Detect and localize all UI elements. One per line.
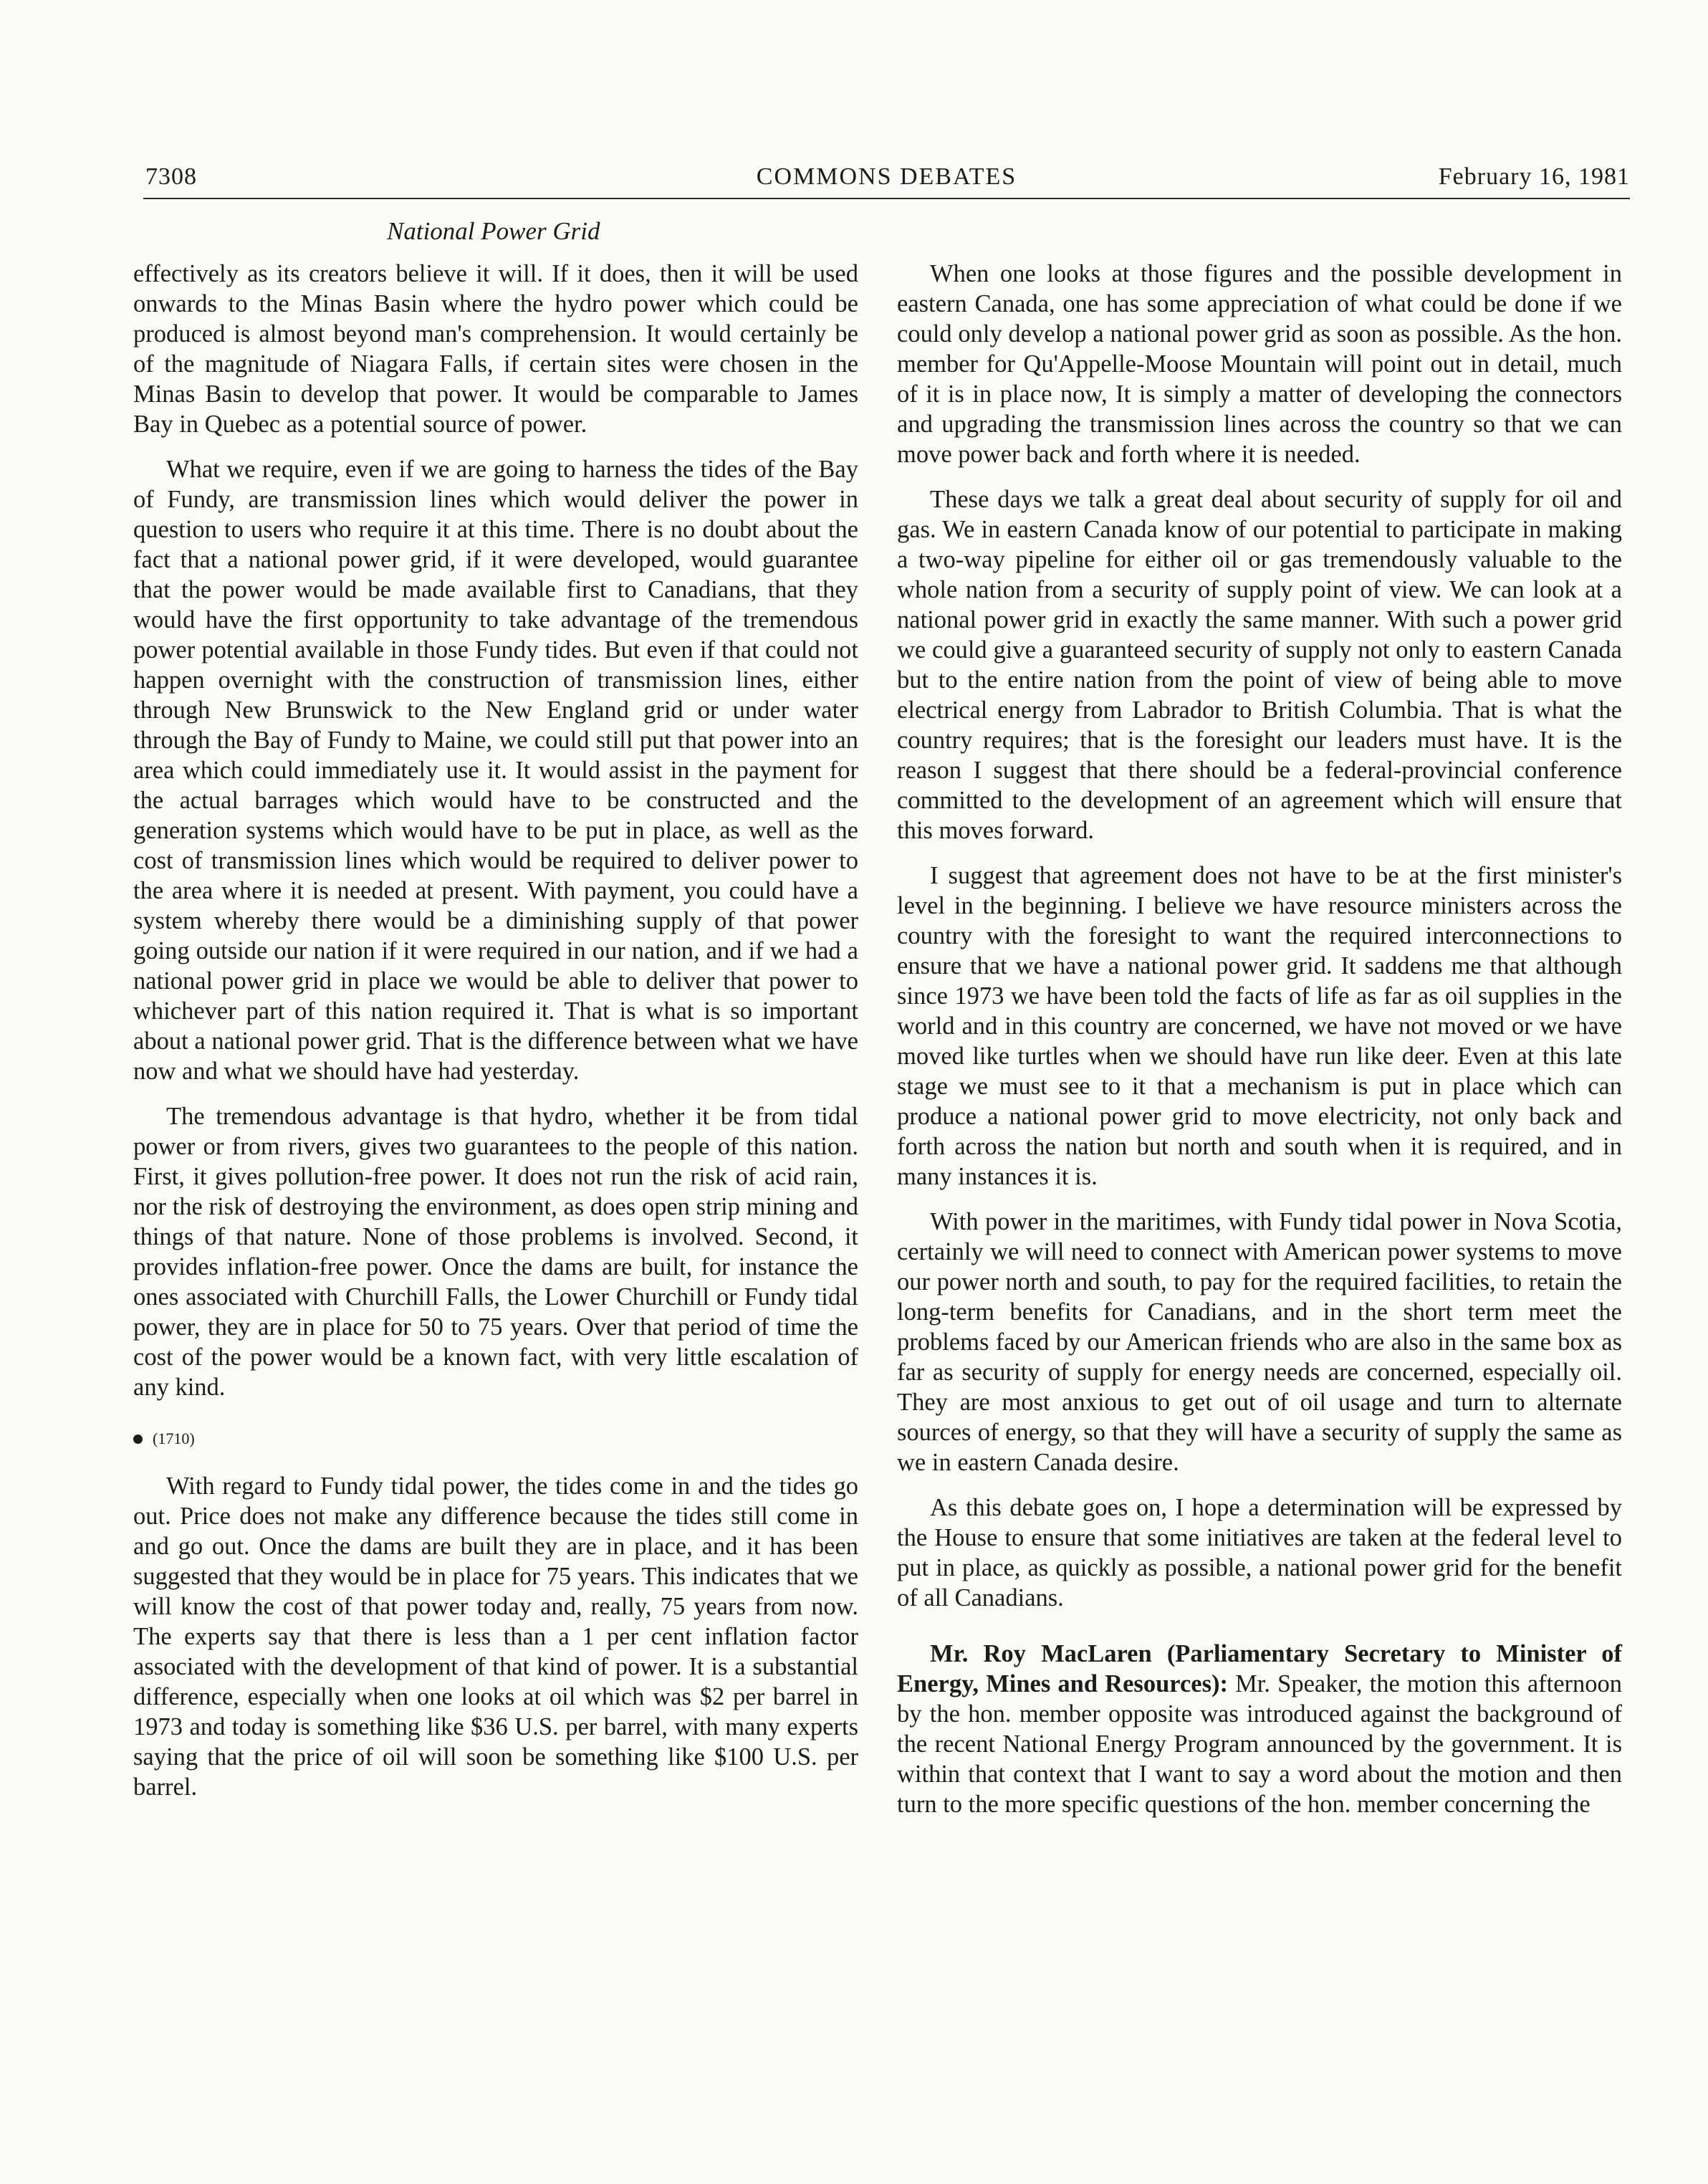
paragraph: What we require, even if we are going to harness the tides of the Bay of Fundy, are transmission lines which would deliver the power in question to users who require it at this time. There is no doubt about the fact that a national power grid, if it were developed, would guarantee that the power would be made available first to Canadians, that they would have the first opportunity to take advantage of the tremendous power potential available in those Fundy tides. But even if that could not happen overnight with the construction of transmission lines, either through New Brunswick to the New England grid or under water through the Bay of Fundy to Maine, we could still put that power into an area which could immediately use it. It would assist in the payment for the actual barrages which would have to be constructed and the generation systems which would have to be put in place, as well as the cost of transmission lines which would be required to deliver power to the area where it is needed at present. With payment, you could have a system whereby there would be a diminishing supply of that power going outside our nation if it were required in our nation, and if we had a national power grid in place we would be able to deliver that power to whichever part of this nation required it. That is what is so important about a national power grid. That is the difference between what we have now and what we should have had yesterday. — [133, 456, 858, 1085]
publication-title: COMMONS DEBATES — [756, 163, 1017, 190]
paragraph: effectively as its creators believe it will. If it does, then it will be used onwards to the Minas Basin where the hydro power which could be produced is almost beyond man's comprehension. It would certainly be of the magnitude of Niagara Falls, if certain sites were chosen in the Minas Basin to develop that power. It would be comparable to James Bay in Quebec as a potential source of power. — [133, 260, 858, 438]
page-number: 7308 — [145, 163, 197, 190]
paragraph: I suggest that agreement does not have to be at the first minister's level in the beginning. I believe we have resource ministers across the country with the foresight to want the required interconnections to ensure that we have a national power grid. It saddens me that although since 1973 we have been told the facts of life as far as oil supplies in the world and in this country are concerned, we have not moved or we have moved like turtles when we should have run like deer. Even at this late stage we must see to it that a mechanism is put in place which can produce a national power grid to move electricity, not only back and forth across the nation but north and south when it is required, and in many instances it is. — [897, 862, 1622, 1190]
paragraph: The tremendous advantage is that hydro, whether it be from tidal power or from rivers, gives two guarantees to the people of this nation. First, it gives pollution-free power. It does not run the risk of acid rain, nor the risk of destroying the environment, as does open strip mining and things of that nature. None of those problems is involved. Second, it provides inflation-free power. Once the dams are built, for instance the ones associated with Churchill Falls, the Lower Churchill or Fundy tidal power, they are in place for 50 to 75 years. Over that period of time the cost of the power would be a known fact, with very little escalation of any kind. — [133, 1103, 858, 1401]
paragraph: These days we talk a great deal about security of supply for oil and gas. We in eastern Canada know of our potential to participate in making a two-way pipeline for either oil or gas tremendously valuable to the whole nation from a security of supply point of view. We can look at a national power grid in exactly the same manner. With such a power grid we could give a guaranteed security of supply not only to eastern Canada but to the entire nation from the point of view of being able to move electrical energy from Labrador to British Columbia. That is what the country requires; that is the foresight our leaders must have. It is the reason I suggest that there should be a federal-provincial conference committed to the development of an agreement which will ensure that this moves forward. — [897, 486, 1622, 844]
paragraph: When one looks at those figures and the possible development in eastern Canada, one has some appreciation of what could be done if we could only develop a national power grid as soon as possible. As the hon. member for Qu'Appelle-Moose Mountain will point out in detail, much of it is in place now, It is simply a matter of developing the connectors and upgrading the transmission lines across the country so that we can move power back and forth where it is needed. — [897, 260, 1622, 468]
speech-text: Mr. Speaker, the motion this afternoon by the hon. member opposite was introduced against the background of the recent National Energy Program announced by the government. It is within that context that I want to say a word about the motion and then turn to the more specific questions of the hon. member concerning the — [897, 1670, 1623, 1818]
subject-heading: National Power Grid — [387, 217, 600, 245]
publication-date: February 16, 1981 — [1438, 163, 1630, 190]
speaker-paragraph — [897, 1639, 1622, 1819]
paragraph: As this debate goes on, I hope a determination will be expressed by the House to ensure that some initiatives are taken at the federal level to put in place, as quickly as possible, a national power grid for the benefit of all Canadians. — [897, 1494, 1622, 1611]
page-header — [143, 163, 1630, 199]
speaker-name: Mr. Roy MacLaren (Parliamentary Secretary to Minister of Energy, Mines and Resources): — [897, 1640, 1622, 1697]
bullet-icon — [133, 1435, 143, 1444]
paragraph: With power in the maritimes, with Fundy tidal power in Nova Scotia, certainly we will need to connect with American power systems to move our power north and south, to pay for the required facilities, to retain the long-term benefits for Canadians, and in the short term meet the problems faced by our American friends who are also in the same box as far as security of supply for energy needs are concerned, especially oil. They are most anxious to get out of oil usage and turn to alternate sources of energy, so that they will have a security of supply the same as we in eastern Canada desire. — [897, 1208, 1622, 1476]
right-column — [897, 259, 1622, 1834]
paragraph: With regard to Fundy tidal power, the tides come in and the tides go out. Price does not make any difference because the tides still come in and go out. Once the dams are built they are in place, and it has been suggested that they would be in place for 75 years. This indicates that we will know the cost of that power today and, really, 75 years from now. The experts say that there is less than a 1 per cent inflation factor associated with the development of that kind of power. It is a substantial difference, especially when one looks at oil which was $2 per barrel in 1973 and today is something like $36 U.S. per barrel, with many experts saying that the price of oil will soon be something like $100 U.S. per barrel. — [133, 1472, 858, 1801]
left-column — [133, 259, 858, 1817]
time-marker — [133, 1428, 858, 1450]
time-marker-text: (1710) — [153, 1429, 195, 1447]
